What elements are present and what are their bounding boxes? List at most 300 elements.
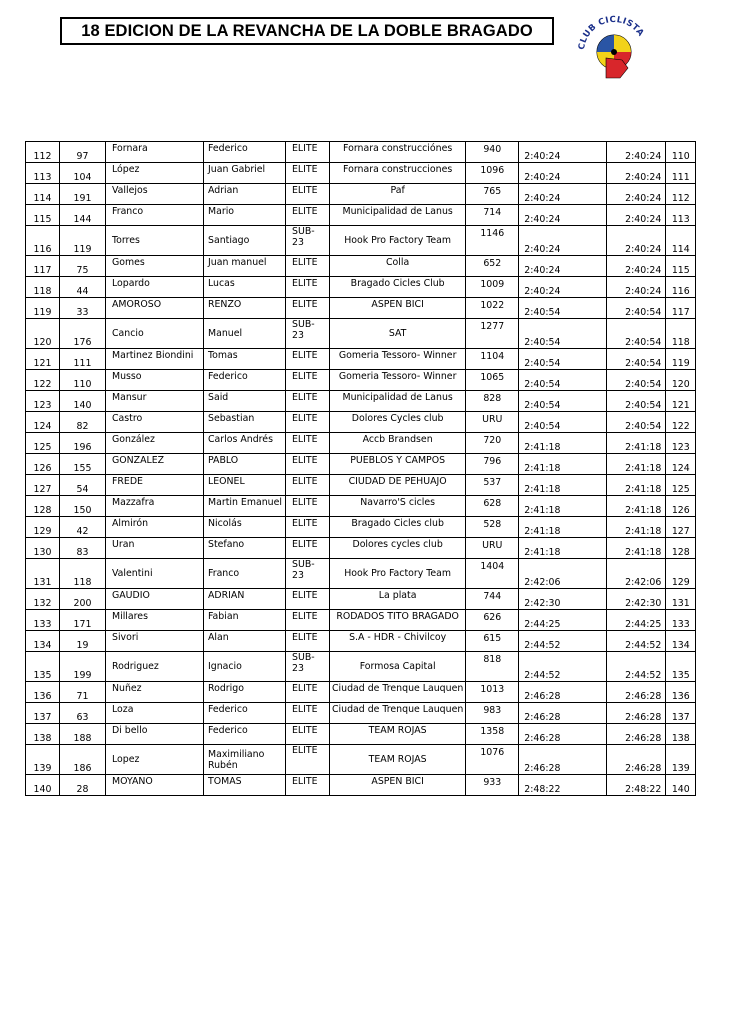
first-name-cell: Carlos Andrés <box>204 433 286 454</box>
position-cell: 133 <box>26 610 60 631</box>
time-total-cell: 2:40:24 <box>607 163 666 184</box>
time-cell: 2:44:52 <box>519 652 607 682</box>
first-name-cell: ADRIAN <box>204 589 286 610</box>
surname-cell: Franco <box>106 205 204 226</box>
time-cell: 2:40:54 <box>519 370 607 391</box>
index-cell: 134 <box>666 631 696 652</box>
category-cell: ELITE <box>286 163 330 184</box>
time-total-cell: 2:40:24 <box>607 277 666 298</box>
time-cell: 2:40:54 <box>519 319 607 349</box>
index-cell: 137 <box>666 703 696 724</box>
team-cell: Municipalidad de Lanus <box>330 205 466 226</box>
time-total-cell: 2:44:25 <box>607 610 666 631</box>
team-cell: Formosa Capital <box>330 652 466 682</box>
first-name-cell: Manuel <box>204 319 286 349</box>
surname-cell: Mansur <box>106 391 204 412</box>
index-cell: 122 <box>666 412 696 433</box>
dorsal-cell: 200 <box>60 589 106 610</box>
team-cell: PUEBLOS Y CAMPOS <box>330 454 466 475</box>
table-row <box>26 517 696 538</box>
license-cell: 796 <box>466 454 519 475</box>
table-row <box>26 745 696 775</box>
first-name-cell: Federico <box>204 724 286 745</box>
dorsal-cell: 97 <box>60 142 106 163</box>
time-cell: 2:44:25 <box>519 610 607 631</box>
surname-cell: Torres <box>106 226 204 256</box>
team-cell: Fornara construcciónes <box>330 142 466 163</box>
first-name-cell: Federico <box>204 703 286 724</box>
table-row <box>26 610 696 631</box>
dorsal-cell: 19 <box>60 631 106 652</box>
license-cell: 652 <box>466 256 519 277</box>
license-cell: 765 <box>466 184 519 205</box>
time-total-cell: 2:40:24 <box>607 142 666 163</box>
license-cell: 828 <box>466 391 519 412</box>
category-cell: ELITE <box>286 412 330 433</box>
time-total-cell: 2:46:28 <box>607 745 666 775</box>
license-cell: 1022 <box>466 298 519 319</box>
table-row <box>26 652 696 682</box>
license-cell: URU <box>466 412 519 433</box>
license-cell: 940 <box>466 142 519 163</box>
license-cell: 626 <box>466 610 519 631</box>
category-cell: ELITE <box>286 205 330 226</box>
index-cell: 140 <box>666 775 696 796</box>
team-cell: TEAM ROJAS <box>330 745 466 775</box>
time-cell: 2:40:24 <box>519 163 607 184</box>
surname-cell: Rodriguez <box>106 652 204 682</box>
position-cell: 139 <box>26 745 60 775</box>
position-cell: 123 <box>26 391 60 412</box>
time-total-cell: 2:40:24 <box>607 226 666 256</box>
license-cell: 628 <box>466 496 519 517</box>
first-name-cell: TOMAS <box>204 775 286 796</box>
team-cell: Bragado Cicles Club <box>330 277 466 298</box>
dorsal-cell: 71 <box>60 682 106 703</box>
surname-cell: Cancio <box>106 319 204 349</box>
team-cell: TEAM ROJAS <box>330 724 466 745</box>
license-cell: 1104 <box>466 349 519 370</box>
license-cell: 528 <box>466 517 519 538</box>
surname-cell: Fornara <box>106 142 204 163</box>
first-name-cell: Martin Emanuel <box>204 496 286 517</box>
time-total-cell: 2:48:22 <box>607 775 666 796</box>
surname-cell: Vallejos <box>106 184 204 205</box>
surname-cell: Loza <box>106 703 204 724</box>
position-cell: 129 <box>26 517 60 538</box>
dorsal-cell: 150 <box>60 496 106 517</box>
surname-cell: González <box>106 433 204 454</box>
time-cell: 2:46:28 <box>519 724 607 745</box>
position-cell: 118 <box>26 277 60 298</box>
team-cell: Dolores Cycles club <box>330 412 466 433</box>
time-total-cell: 2:41:18 <box>607 496 666 517</box>
dorsal-cell: 191 <box>60 184 106 205</box>
table-row <box>26 703 696 724</box>
time-cell: 2:41:18 <box>519 475 607 496</box>
time-total-cell: 2:40:24 <box>607 256 666 277</box>
time-total-cell: 2:40:24 <box>607 205 666 226</box>
surname-cell: López <box>106 163 204 184</box>
category-cell: ELITE <box>286 517 330 538</box>
surname-cell: Di bello <box>106 724 204 745</box>
time-cell: 2:41:18 <box>519 538 607 559</box>
dorsal-cell: 118 <box>60 559 106 589</box>
position-cell: 121 <box>26 349 60 370</box>
time-cell: 2:40:24 <box>519 142 607 163</box>
table-row <box>26 184 696 205</box>
category-cell: SUB- 23 <box>286 226 330 256</box>
team-cell: Ciudad de Trenque Lauquen <box>330 703 466 724</box>
surname-cell: Millares <box>106 610 204 631</box>
table-row <box>26 226 696 256</box>
index-cell: 131 <box>666 589 696 610</box>
index-cell: 110 <box>666 142 696 163</box>
time-total-cell: 2:40:54 <box>607 391 666 412</box>
license-cell: 1065 <box>466 370 519 391</box>
position-cell: 140 <box>26 775 60 796</box>
first-name-cell: Juan manuel <box>204 256 286 277</box>
first-name-cell: LEONEL <box>204 475 286 496</box>
index-cell: 111 <box>666 163 696 184</box>
time-cell: 2:41:18 <box>519 517 607 538</box>
table-row <box>26 256 696 277</box>
time-cell: 2:40:54 <box>519 412 607 433</box>
table-row <box>26 370 696 391</box>
table-row <box>26 319 696 349</box>
first-name-cell: Lucas <box>204 277 286 298</box>
time-cell: 2:40:24 <box>519 226 607 256</box>
dorsal-cell: 28 <box>60 775 106 796</box>
index-cell: 115 <box>666 256 696 277</box>
index-cell: 119 <box>666 349 696 370</box>
index-cell: 117 <box>666 298 696 319</box>
first-name-cell: Sebastian <box>204 412 286 433</box>
dorsal-cell: 186 <box>60 745 106 775</box>
category-cell: ELITE <box>286 349 330 370</box>
position-cell: 112 <box>26 142 60 163</box>
index-cell: 116 <box>666 277 696 298</box>
first-name-cell: Fabian <box>204 610 286 631</box>
surname-cell: Martinez Biondini <box>106 349 204 370</box>
surname-cell: MOYANO <box>106 775 204 796</box>
index-cell: 112 <box>666 184 696 205</box>
first-name-cell: Juan Gabriel <box>204 163 286 184</box>
surname-cell: Lopardo <box>106 277 204 298</box>
index-cell: 135 <box>666 652 696 682</box>
position-cell: 127 <box>26 475 60 496</box>
position-cell: 119 <box>26 298 60 319</box>
time-total-cell: 2:42:06 <box>607 559 666 589</box>
time-cell: 2:41:18 <box>519 454 607 475</box>
svg-text:CLUB CICLISTA: CLUB CICLISTA <box>576 14 646 51</box>
table-row <box>26 391 696 412</box>
dorsal-cell: 42 <box>60 517 106 538</box>
dorsal-cell: 111 <box>60 349 106 370</box>
time-total-cell: 2:41:18 <box>607 475 666 496</box>
dorsal-cell: 140 <box>60 391 106 412</box>
license-cell: 1277 <box>466 319 519 349</box>
surname-cell: Nuñez <box>106 682 204 703</box>
first-name-cell: Nicolás <box>204 517 286 538</box>
time-cell: 2:44:52 <box>519 631 607 652</box>
surname-cell: GAUDIO <box>106 589 204 610</box>
page-title: 18 EDICION DE LA REVANCHA DE LA DOBLE BRAGADO <box>81 21 533 40</box>
table-row <box>26 589 696 610</box>
table-row <box>26 682 696 703</box>
license-cell: 1404 <box>466 559 519 589</box>
position-cell: 114 <box>26 184 60 205</box>
category-cell: ELITE <box>286 298 330 319</box>
position-cell: 113 <box>26 163 60 184</box>
team-cell: Municipalidad de Lanus <box>330 391 466 412</box>
dorsal-cell: 144 <box>60 205 106 226</box>
category-cell: SUB- 23 <box>286 319 330 349</box>
dorsal-cell: 176 <box>60 319 106 349</box>
surname-cell: FREDE <box>106 475 204 496</box>
dorsal-cell: 110 <box>60 370 106 391</box>
dorsal-cell: 82 <box>60 412 106 433</box>
index-cell: 118 <box>666 319 696 349</box>
time-cell: 2:40:24 <box>519 184 607 205</box>
team-cell: Hook Pro Factory Team <box>330 559 466 589</box>
category-cell: ELITE <box>286 703 330 724</box>
dorsal-cell: 104 <box>60 163 106 184</box>
table-row <box>26 163 696 184</box>
category-cell: ELITE <box>286 433 330 454</box>
team-cell: CIUDAD DE PEHUAJO <box>330 475 466 496</box>
table-row <box>26 277 696 298</box>
license-cell: 714 <box>466 205 519 226</box>
first-name-cell: Franco <box>204 559 286 589</box>
license-cell: 1358 <box>466 724 519 745</box>
time-cell: 2:40:54 <box>519 349 607 370</box>
position-cell: 132 <box>26 589 60 610</box>
table-row <box>26 349 696 370</box>
team-cell: Gomeria Tessoro- Winner <box>330 370 466 391</box>
index-cell: 129 <box>666 559 696 589</box>
position-cell: 122 <box>26 370 60 391</box>
first-name-cell: Alan <box>204 631 286 652</box>
club-logo <box>570 8 658 88</box>
team-cell: Paf <box>330 184 466 205</box>
position-cell: 131 <box>26 559 60 589</box>
team-cell: La plata <box>330 589 466 610</box>
category-cell: ELITE <box>286 391 330 412</box>
surname-cell: Gomes <box>106 256 204 277</box>
time-total-cell: 2:46:28 <box>607 703 666 724</box>
index-cell: 136 <box>666 682 696 703</box>
team-cell: Navarro'S cicles <box>330 496 466 517</box>
table-row <box>26 205 696 226</box>
index-cell: 127 <box>666 517 696 538</box>
time-cell: 2:46:28 <box>519 745 607 775</box>
team-cell: Dolores cycles club <box>330 538 466 559</box>
team-cell: Fornara construcciones <box>330 163 466 184</box>
index-cell: 124 <box>666 454 696 475</box>
position-cell: 125 <box>26 433 60 454</box>
first-name-cell: Federico <box>204 370 286 391</box>
table-row <box>26 412 696 433</box>
time-total-cell: 2:40:54 <box>607 319 666 349</box>
license-cell: 1096 <box>466 163 519 184</box>
time-cell: 2:46:28 <box>519 703 607 724</box>
category-cell: ELITE <box>286 538 330 559</box>
position-cell: 134 <box>26 631 60 652</box>
first-name-cell: Mario <box>204 205 286 226</box>
position-cell: 115 <box>26 205 60 226</box>
surname-cell: Castro <box>106 412 204 433</box>
category-cell: SUB- 23 <box>286 559 330 589</box>
surname-cell: Mazzafra <box>106 496 204 517</box>
position-cell: 124 <box>26 412 60 433</box>
time-cell: 2:42:06 <box>519 559 607 589</box>
position-cell: 117 <box>26 256 60 277</box>
index-cell: 126 <box>666 496 696 517</box>
time-cell: 2:40:24 <box>519 256 607 277</box>
table-row <box>26 433 696 454</box>
team-cell: ASPEN BICI <box>330 298 466 319</box>
time-total-cell: 2:40:54 <box>607 298 666 319</box>
table-row <box>26 631 696 652</box>
table-row <box>26 724 696 745</box>
first-name-cell: Said <box>204 391 286 412</box>
category-cell: ELITE <box>286 184 330 205</box>
index-cell: 114 <box>666 226 696 256</box>
index-cell: 121 <box>666 391 696 412</box>
license-cell: 983 <box>466 703 519 724</box>
dorsal-cell: 119 <box>60 226 106 256</box>
license-cell: 1013 <box>466 682 519 703</box>
license-cell: 1146 <box>466 226 519 256</box>
dorsal-cell: 44 <box>60 277 106 298</box>
dorsal-cell: 196 <box>60 433 106 454</box>
time-cell: 2:40:54 <box>519 391 607 412</box>
first-name-cell: RENZO <box>204 298 286 319</box>
position-cell: 126 <box>26 454 60 475</box>
time-total-cell: 2:40:54 <box>607 370 666 391</box>
license-cell: 1076 <box>466 745 519 775</box>
license-cell: 615 <box>466 631 519 652</box>
results-table <box>25 141 696 796</box>
category-cell: ELITE <box>286 256 330 277</box>
time-total-cell: 2:46:28 <box>607 724 666 745</box>
time-total-cell: 2:40:54 <box>607 349 666 370</box>
index-cell: 133 <box>666 610 696 631</box>
team-cell: Accb Brandsen <box>330 433 466 454</box>
table-row <box>26 142 696 163</box>
title-box <box>60 17 554 45</box>
category-cell: ELITE <box>286 496 330 517</box>
first-name-cell: Maximiliano Rubén <box>204 745 286 775</box>
category-cell: ELITE <box>286 631 330 652</box>
team-cell: SAT <box>330 319 466 349</box>
time-cell: 2:46:28 <box>519 682 607 703</box>
time-cell: 2:40:24 <box>519 205 607 226</box>
dorsal-cell: 83 <box>60 538 106 559</box>
time-total-cell: 2:46:28 <box>607 682 666 703</box>
team-cell: ASPEN BICI <box>330 775 466 796</box>
position-cell: 120 <box>26 319 60 349</box>
category-cell: ELITE <box>286 745 330 775</box>
first-name-cell: Adrian <box>204 184 286 205</box>
dorsal-cell: 54 <box>60 475 106 496</box>
dorsal-cell: 155 <box>60 454 106 475</box>
position-cell: 116 <box>26 226 60 256</box>
time-total-cell: 2:44:52 <box>607 652 666 682</box>
table-row <box>26 538 696 559</box>
time-total-cell: 2:40:24 <box>607 184 666 205</box>
category-cell: ELITE <box>286 475 330 496</box>
index-cell: 139 <box>666 745 696 775</box>
surname-cell: Sivori <box>106 631 204 652</box>
index-cell: 120 <box>666 370 696 391</box>
first-name-cell: Ignacio <box>204 652 286 682</box>
table-row <box>26 775 696 796</box>
dorsal-cell: 188 <box>60 724 106 745</box>
category-cell: SUB- 23 <box>286 652 330 682</box>
license-cell: 537 <box>466 475 519 496</box>
position-cell: 138 <box>26 724 60 745</box>
table-row <box>26 559 696 589</box>
category-cell: ELITE <box>286 682 330 703</box>
table-row <box>26 496 696 517</box>
time-total-cell: 2:41:18 <box>607 517 666 538</box>
first-name-cell: Federico <box>204 142 286 163</box>
category-cell: ELITE <box>286 724 330 745</box>
time-total-cell: 2:42:30 <box>607 589 666 610</box>
dorsal-cell: 63 <box>60 703 106 724</box>
index-cell: 128 <box>666 538 696 559</box>
team-cell: Gomeria Tessoro- Winner <box>330 349 466 370</box>
time-total-cell: 2:41:18 <box>607 433 666 454</box>
dorsal-cell: 199 <box>60 652 106 682</box>
license-cell: 744 <box>466 589 519 610</box>
category-cell: ELITE <box>286 775 330 796</box>
category-cell: ELITE <box>286 370 330 391</box>
dorsal-cell: 33 <box>60 298 106 319</box>
team-cell: Colla <box>330 256 466 277</box>
time-total-cell: 2:41:18 <box>607 454 666 475</box>
time-cell: 2:40:24 <box>519 277 607 298</box>
index-cell: 113 <box>666 205 696 226</box>
first-name-cell: Santiago <box>204 226 286 256</box>
first-name-cell: Tomas <box>204 349 286 370</box>
team-cell: Hook Pro Factory Team <box>330 226 466 256</box>
category-cell: ELITE <box>286 610 330 631</box>
category-cell: ELITE <box>286 277 330 298</box>
position-cell: 135 <box>26 652 60 682</box>
category-cell: ELITE <box>286 589 330 610</box>
table-row <box>26 475 696 496</box>
license-cell: 720 <box>466 433 519 454</box>
team-cell: S.A - HDR - Chivilcoy <box>330 631 466 652</box>
license-cell: 1009 <box>466 277 519 298</box>
time-cell: 2:48:22 <box>519 775 607 796</box>
license-cell: 818 <box>466 652 519 682</box>
index-cell: 123 <box>666 433 696 454</box>
first-name-cell: PABLO <box>204 454 286 475</box>
surname-cell: GONZALEZ <box>106 454 204 475</box>
position-cell: 130 <box>26 538 60 559</box>
category-cell: ELITE <box>286 454 330 475</box>
time-cell: 2:41:18 <box>519 433 607 454</box>
surname-cell: Musso <box>106 370 204 391</box>
surname-cell: Valentini <box>106 559 204 589</box>
results-body <box>26 142 696 796</box>
time-cell: 2:41:18 <box>519 496 607 517</box>
dorsal-cell: 75 <box>60 256 106 277</box>
